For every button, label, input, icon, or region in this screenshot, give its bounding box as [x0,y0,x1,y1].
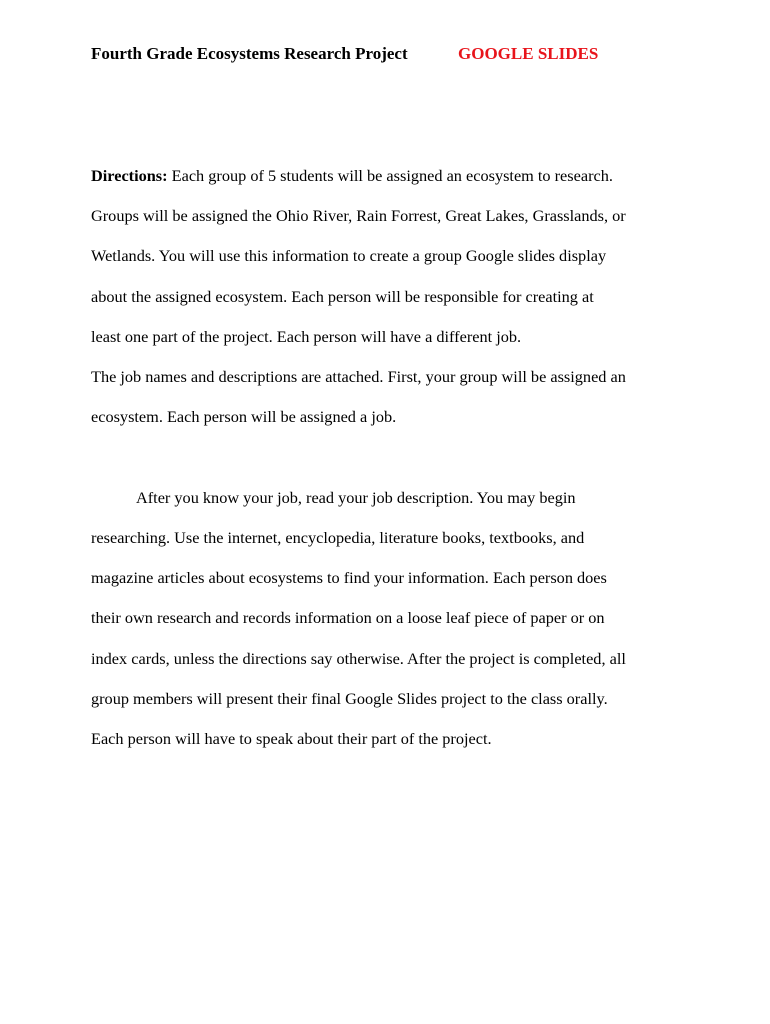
instructions-line: index cards, unless the directions say otherwise. After the project is completed, all [91,649,626,668]
directions-line: The job names and descriptions are attached. First, your group will be assigned an [91,367,626,386]
directions-line: ecosystem. Each person will be assigned a job. [91,407,397,426]
format-label: GOOGLE SLIDES [458,44,599,63]
instructions-line: Each person will have to speak about their part of the project. [91,729,492,748]
page-title: Fourth Grade Ecosystems Research Project [91,44,408,63]
directions-line: about the assigned ecosystem. Each person will be responsible for creating at [91,287,594,306]
instructions-line: their own research and records information on a loose leaf piece of paper or on [91,608,605,627]
instructions-line: group members will present their final Google Slides project to the class orally. [91,689,608,708]
directions-line: least one part of the project. Each person will have a different job. [91,327,522,346]
directions-line: Wetlands. You will use this information to create a group Google slides display [91,246,607,265]
directions-label: Directions: [91,166,168,185]
directions-line [91,166,613,186]
instructions-line: magazine articles about ecosystems to find your information. Each person does [91,568,607,587]
instructions-line: After you know your job, read your job description. You may begin [136,488,576,507]
instructions-line: researching. Use the internet, encyclopedia, literature books, textbooks, and [91,528,585,547]
header [91,44,691,70]
directions-line: Groups will be assigned the Ohio River, Rain Forrest, Great Lakes, Grasslands, or [91,206,626,225]
directions-line-text: Each group of 5 students will be assigned an ecosystem to research. [171,166,613,185]
